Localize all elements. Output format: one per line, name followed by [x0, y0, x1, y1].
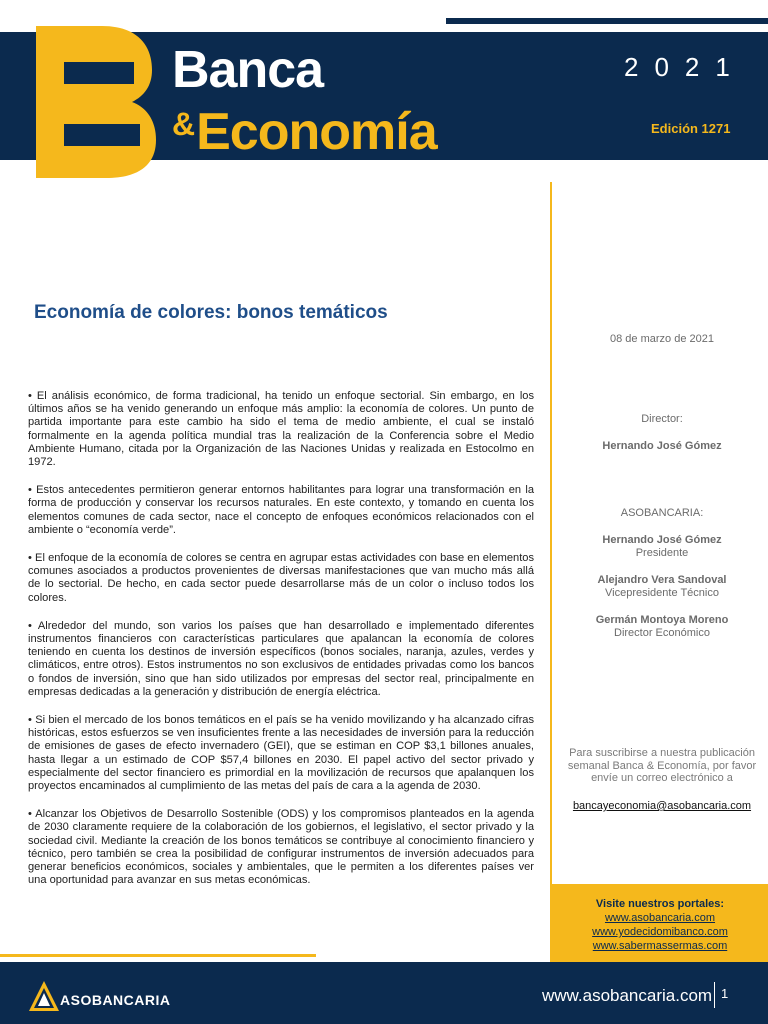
footer-brand: ASOBANCARIA	[60, 992, 171, 1008]
article-paragraph: • Alrededor del mundo, son varios los países que han desarrollado e implementado diferentes instrumentos financieros con características particulares que apalancan la economía de colores teniendo en cuenta los destinos de inversión específicos (bonos sociales, naranja, azules, verdes y climáticos, entre otros). Estos instrumentos no son exclusivos de entidades privadas como los bancos o fondos de inversión, sino que han sido utilizados por empresas del sector real, principalmente en empresas dedicadas a la generación y distribución de energía eléctrica.	[28, 619, 534, 698]
edition-number: Edición 1271	[651, 121, 731, 136]
asobancaria-logo-icon	[28, 980, 60, 1012]
header-top-rule	[446, 18, 768, 24]
person-role: Presidente	[635, 547, 689, 559]
brand-economia	[172, 96, 437, 160]
column-divider	[550, 182, 552, 972]
org-label: ASOBANCARIA:	[620, 507, 704, 519]
portal-link[interactable]: www.asobancaria.com	[604, 912, 716, 924]
person-name: Alejandro Vera Sandoval	[597, 574, 727, 586]
footer-separator	[714, 982, 715, 1008]
footer-band	[0, 962, 768, 1024]
article-paragraph: • Si bien el mercado de los bonos temáticos en el país se ha venido movilizando y ha alcanzado cifras históricas, estos esfuerzos se ven insuficientes frente a las necesidades de inversión para la reducción de emisiones de gases de efecto invernadero (GEI), que se estiman en COP $3,1 billones anuales, hasta llegar a un estimado de COP $57,4 billones en 2030. El papel activo del sector privado y especialmente del sector financiero es primordial en la movilización de recursos que apalanquen los proyectos encaminados al cumplimiento de las metas del país de cara a la agenda de 2030.	[28, 714, 534, 793]
publication-date: 08 de marzo de 2021	[610, 333, 714, 345]
person-name: Germán Montoya Moreno	[595, 614, 729, 626]
article-paragraph: • Estos antecedentes permitieron generar entornos habilitantes para lograr una transformación en la forma de producción y conservar los recursos naturales. En este contexto, y tomando en cuenta los elementos comunes de cada sector, nace el concepto de enfoques económicos relacionados con el ambiente o “economía verde”.	[28, 484, 534, 536]
publication-year: 2021	[624, 52, 746, 82]
page-number: 1	[721, 986, 729, 1001]
portal-link[interactable]: www.yodecidomibanco.com	[592, 926, 728, 938]
article-paragraph: • El análisis económico, de forma tradicional, ha tenido un enfoque sectorial. Sin embargo, en los últimos años se ha venido generando un enfoque más amplio: la economía de colores. Un punto de partida importante para este cambio ha sido el tema de medio ambiente, el cual se instaló formalmente en la agenda política mundial tras la realización de la Conferencia sobre el Medio Ambiente Humano, citada por la Organización de las Naciones Unidas y realizada en Estocolmo en 1972.	[28, 390, 534, 469]
article-body	[28, 390, 534, 903]
brand-economia-text: Economía	[196, 103, 437, 161]
brand-ampersand: &	[172, 106, 195, 142]
brand-banca: Banca	[172, 41, 324, 99]
portal-link[interactable]: www.sabermassermas.com	[592, 940, 728, 952]
portals-title: Visite nuestros portales:	[595, 898, 725, 910]
person-name: Hernando José Gómez	[602, 534, 722, 546]
footer-accent-rule	[0, 954, 316, 957]
subscribe-email-link[interactable]: bancayeconomia@asobancaria.com	[572, 800, 752, 812]
person-role: Director Económico	[614, 627, 710, 639]
article-paragraph: • El enfoque de la economía de colores se centra en agrupar estas actividades con base en elementos comunes asociados a productos provenientes de diversas manifestaciones que van mucho más allá de lo sectorial. De hecho, en cada sector puede desarrollarse más de un color o incluso todos los colores.	[28, 552, 534, 604]
subscribe-text: Para suscribirse a nuestra publicación semanal Banca & Economía, por favor envíe un correo electrónico a	[567, 747, 757, 784]
portals-box	[552, 884, 768, 964]
footer-url-link[interactable]: www.asobancaria.com	[542, 986, 713, 1005]
article-title: Economía de colores: bonos temáticos	[34, 302, 388, 323]
b-logo-icon	[28, 20, 158, 182]
director-name: Hernando José Gómez	[602, 440, 722, 452]
person-role: Vicepresidente Técnico	[605, 587, 719, 599]
article-paragraph: • Alcanzar los Objetivos de Desarrollo Sostenible (ODS) y los compromisos planteados en la agenda de 2030 claramente requiere de la colaboración de los gobiernos, el legislativo, el sector privado y la sociedad civil. Mediante la creación de los bonos temáticos se contribuye al conocimiento financiero y técnico, pero también se crea la posibilidad de configurar instrumentos de inversión adecuados para generar beneficios económicos, sociales y ambientales, que le permiten a los diferentes países ver una oportunidad para avanzar en sus metas económicas.	[28, 808, 534, 887]
director-label: Director:	[641, 413, 683, 425]
